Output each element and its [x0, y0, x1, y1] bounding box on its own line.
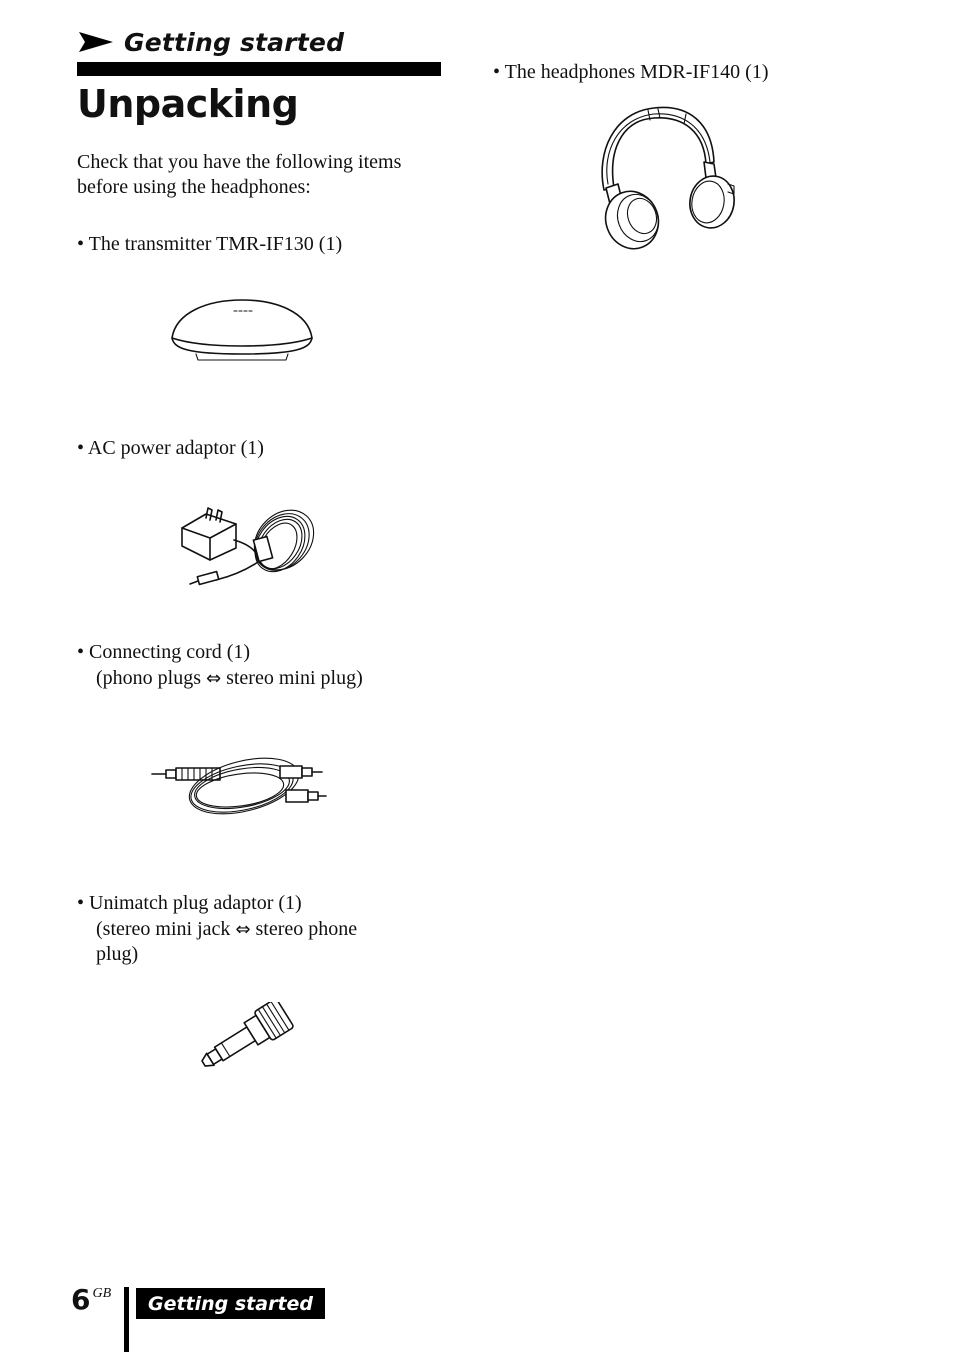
header-rule: [77, 62, 441, 76]
item-unimatch-line2-start: (stereo mini jack: [96, 917, 231, 940]
footer-bar: [124, 1287, 129, 1352]
page-number: [71, 1283, 111, 1316]
item-unimatch-line2-end: stereo phone: [255, 917, 358, 940]
item-unimatch-line3: plug): [96, 943, 139, 965]
item-unimatch-line1: • Unimatch plug adaptor (1): [77, 892, 302, 914]
item-connecting-cord: [77, 640, 363, 691]
item-transmitter: [77, 232, 342, 258]
page-title: Unpacking: [77, 82, 299, 126]
page-number-value: 6: [71, 1283, 91, 1316]
item-cord-line1: • Connecting cord (1): [77, 641, 251, 663]
item-cord-line2-end: stereo mini plug): [226, 666, 363, 689]
unimatch-adaptor-illustration: [192, 1002, 300, 1072]
item-headphones-text: • The headphones MDR-IF140 (1): [493, 61, 769, 83]
section-header-label: Getting started: [124, 27, 345, 57]
connecting-cord-illustration: [150, 750, 328, 820]
item-unimatch-adaptor: [77, 891, 357, 968]
play-arrow-icon: [78, 31, 114, 53]
item-transmitter-text: • The transmitter TMR-IF130 (1): [77, 233, 343, 255]
section-header: [78, 22, 344, 62]
item-ac-adaptor: [77, 436, 264, 462]
item-cord-line2-start: (phono plugs: [96, 666, 201, 689]
double-arrow-icon: ⇔: [206, 667, 222, 689]
item-headphones: [493, 60, 768, 86]
headphones-illustration: [588, 104, 740, 252]
page-number-suffix: GB: [92, 1286, 112, 1301]
transmitter-illustration: [164, 294, 320, 366]
item-ac-adaptor-text: • AC power adaptor (1): [77, 437, 264, 459]
intro-text: Check that you have the following items before using the headphones:: [77, 151, 402, 198]
ac-adaptor-illustration: [176, 500, 320, 592]
double-arrow-icon: ⇔: [235, 918, 251, 940]
footer-section-tag: Getting started: [136, 1288, 325, 1319]
